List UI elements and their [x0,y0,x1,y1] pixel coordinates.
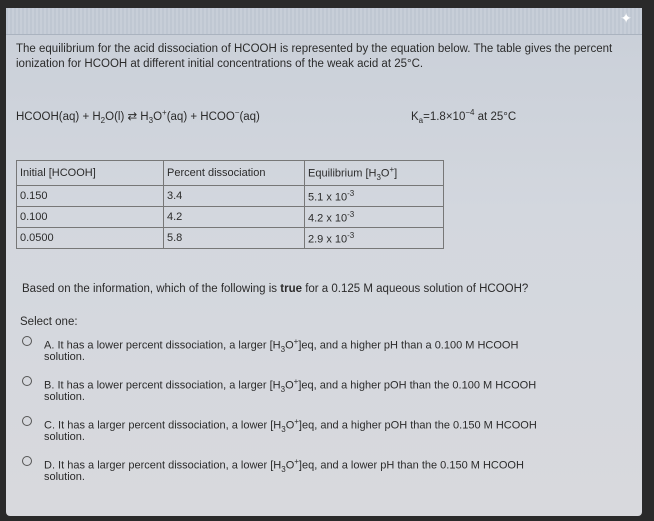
equation-row [16,108,628,128]
cell-equilibrium: 5.1 x $10^{-3}$ [305,186,444,207]
top-bar [6,8,642,35]
radio-button-b[interactable] [22,376,32,386]
quiz-panel [6,8,642,516]
option-d-text-cont[interactable]: solution. [44,471,85,483]
option-b-text-cont[interactable]: solution. [44,391,85,403]
reaction-equation: HCOOH(aq) + $H_2O(l)$ ⇄ $H_3O^+(aq)$ + HCOO−(aq) [16,108,260,126]
select-one-label: Select one: [20,316,78,328]
table-header-row [17,161,444,186]
cell-initial: 0.150 [17,186,164,207]
table-row [17,207,444,228]
option-a-text-cont[interactable]: solution. [44,351,85,363]
col-initial: Initial [HCOOH] [17,161,164,186]
question-intro: The equilibrium for the acid dissociation of HCOOH is represented by the equation below. The table gives the percent ionization for HCOOH at different initial concentrations of the weak acid at 25°C. [16,43,613,70]
option-a-text[interactable]: A. It has a lower percent dissociation, a larger $[H_3O^+]eq$, and a higher pH than a 0.100 M HCOOH [44,337,519,354]
radio-button-c[interactable] [22,416,32,426]
cell-percent: 3.4 [164,186,305,207]
radio-button-d[interactable] [22,456,32,466]
option-c-text[interactable]: C. It has a larger percent dissociation, a lower $[H_3O^+]eq$, and a higher pOH than the 0.150 M HCOOH [44,417,537,434]
radio-button-a[interactable] [22,336,32,346]
col-equilibrium: Equilibrium $[H_3O^+]$ [305,161,444,186]
cell-percent: 5.8 [164,228,305,249]
cell-initial: 0.100 [17,207,164,228]
ka-value: $K_a=1.8\times 10^{-4}$ at 25°C [411,108,517,126]
question-prompt: Based on the information, which of the following is true for a 0.125 M aqueous solution of HCOOH? [22,283,529,295]
flag-icon[interactable]: ✦ [620,10,632,26]
cell-equilibrium: 2.9 x $10^{-3}$ [305,228,444,249]
cell-equilibrium: 4.2 x $10^{-3}$ [305,207,444,228]
option-d-text[interactable]: D. It has a larger percent dissociation, a lower $[H_3O^+]eq$, and a lower pH than the 0.150 M HCOOH [44,457,524,474]
question-content [16,42,628,128]
option-b-text[interactable]: B. It has a lower percent dissociation, a larger $[H_3O^+]eq$, and a higher pOH than the 0.100 M HCOOH [44,377,537,394]
col-percent: Percent dissociation [164,161,305,186]
cell-initial: 0.0500 [17,228,164,249]
table-row [17,186,444,207]
cell-percent: 4.2 [164,207,305,228]
option-c-text-cont[interactable]: solution. [44,431,85,443]
table-row [17,228,444,249]
ionization-table [16,160,444,249]
